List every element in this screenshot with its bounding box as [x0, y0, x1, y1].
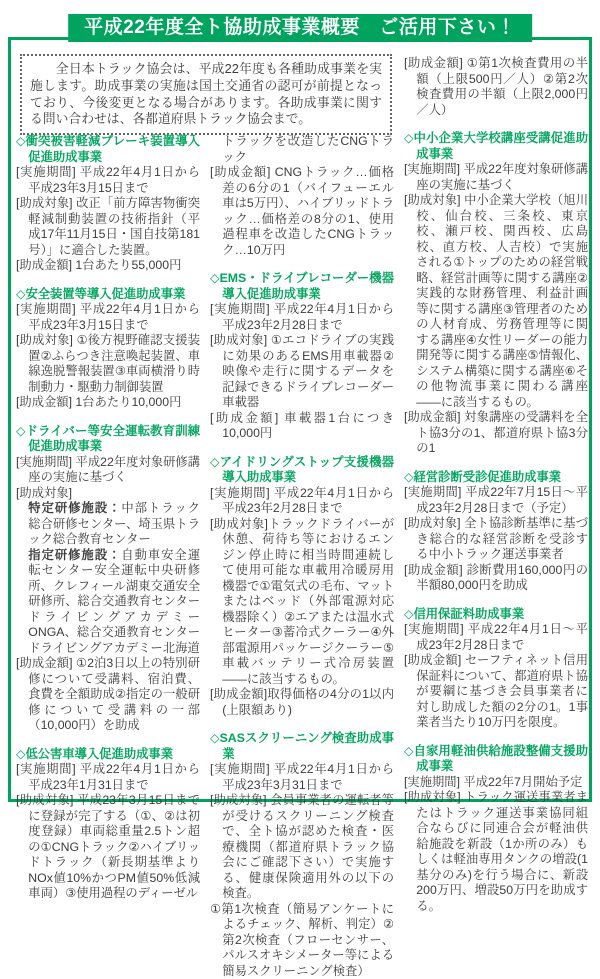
paragraph: [実施期間] 平成22年4月1日から平成23年1月31日まで	[16, 762, 200, 793]
paragraph: [助成金額] 診断費用160,000円の半額80,000円を助成	[404, 563, 588, 594]
paragraph	[16, 501, 200, 548]
column-middle	[210, 134, 394, 979]
section-heading: ◇経営診断受診促進助成事業	[404, 470, 588, 486]
paragraph: [実施期間] 平成22年7月開始予定	[404, 775, 588, 791]
column-left	[16, 134, 200, 902]
paragraph: [助成対象] 会員事業者の運転者等が受けるスクリーニング検査で、全ト協が認めた検査・医療機関（都道府県トラック協会にご確認下さい）で実施する、健康保険適用外の以下の検査。	[210, 793, 394, 902]
paragraph: [助成金額] 車載器1台につき10,000円	[210, 411, 394, 442]
paragraph: [実施期間] 平成22年4月1日から平成23年3月15日まで	[16, 302, 200, 333]
paragraph: [助成金額]取得価格の4分の1以内(上限額あり)	[210, 687, 394, 718]
paragraph-label: 特定研修施設：	[28, 501, 121, 515]
paragraph: [助成金額] 1台あたり55,000円	[16, 258, 200, 274]
section-heading: ◇ドライバー等安全運転教育訓練促進助成事業	[16, 424, 200, 455]
intro-text: 全日本トラック協会は、平成22年度も各種助成事業を実施します。助成事業の実施は国土交通省の認可が前提となっており、今後変更となる場合があります。各助成事業に関する問い合わせは、各都道府県トラック協会まで。	[30, 61, 382, 128]
paragraph: [助成金額] 対象講座の受講料を全ト協3分の1、都道府県ト協3分の1	[404, 410, 588, 457]
section-heading: ◇EMS・ドライブレコーダー機器導入促進助成事業	[210, 271, 394, 302]
paragraph: [実施期間] 平成22年4月1日から平成23年2月28日まで	[210, 486, 394, 517]
paragraph: [助成金額] ①第1次検査費用の半額（上限500円／人）②第2次検査費用の半額（上限2,000円／人）	[404, 56, 588, 118]
page-title-banner	[68, 14, 532, 42]
paragraph: [助成対象] ①後方視野確認支援装置②ふらつき注意喚起装置、車線逸脱警報装置③車両横滑り時制動力・駆動力制御装置	[16, 333, 200, 395]
paragraph: [実施期間] 平成22年4月1日から平成23年2月28日まで	[210, 302, 394, 333]
paragraph-text: 自動車安全運転センター安全運転中央研修所、クレフィール湖東交通安全研修所、総合交通教育センタードライビングアカデミーONGA、総合交通教育センタードライビングアカデミー北海道	[28, 548, 200, 655]
paragraph: [実施期間] 平成22年4月1日～平成23年2月28日まで	[404, 622, 588, 653]
column-right	[404, 56, 588, 914]
paragraph: [助成金額] CNGトラック…価格差の6分の1（バイフューエル車は5万円）、ハイブリッドトラック…価格差の8分の1、使用過程車を改造したCNGトラック…10万円	[210, 165, 394, 258]
paragraph: [助成対象] ①エコドライブの実践に効果のあるEMS用車載器②映像や走行に関するデータを記録できるドライブレコーダー車載器	[210, 333, 394, 411]
paragraph: [助成対象] 平成23年3月15日までに登録が完了する（①、②は初度登録）車両総重量2.5トン超の①CNGトラック②ハイブリッドトラック（新長期基準よりNOx値10%かつPM値50%低減車両）③使用過程のディーゼル	[16, 793, 200, 902]
section-heading: ◇中小企業大学校講座受講促進助成事業	[404, 131, 588, 162]
section-heading: ◇信用保証料助成事業	[404, 607, 588, 623]
paragraph: トラックを改造したCNGトラック	[210, 134, 394, 165]
paragraph: [助成対象] トラック運送事業者またはトラック運送事業協同組合ならびに同連合会が軽油供給施設を新設（1か所のみ）もしくは軽油専用タンクの増設(1基分のみ)を行う場合に、新設200万円、増設50万円を助成する。	[404, 790, 588, 914]
section-heading: ◇アイドリングストップ支援機器導入助成事業	[210, 455, 394, 486]
section-heading: ◇安全装置等導入促進助成事業	[16, 287, 200, 303]
paragraph: ①第1次検査（簡易アンケートによるチェック、解析、判定）②第2次検査（フローセンサー、パルスオキシメーター等による簡易スクリーニング検査）	[210, 902, 394, 979]
paragraph: [助成金額] ①2泊3日以上の特別研修について受講料、宿泊費、食費を全額助成②指定の一般研修について受講料の一部（10,000円）を助成	[16, 656, 200, 734]
paragraph-label: 指定研修施設：	[28, 548, 121, 562]
section-heading: ◇自家用軽油供給施設整備支援助成事業	[404, 744, 588, 775]
intro-box	[20, 54, 392, 135]
paragraph: [助成金額] セーフティネット信用保証料について、都道府県ト協が要綱に基づき会員事業者に対し助成した額の2分の1。1事業者当たり10万円を限度。	[404, 653, 588, 731]
section-heading: ◇衝突被害軽減ブレーキ装置導入促進助成事業	[16, 134, 200, 165]
section-heading: ◇SASスクリーニング検査助成事業	[210, 731, 394, 762]
paragraph: [実施期間] 平成22年度対象研修講座の実施に基づく	[16, 455, 200, 486]
paragraph: [実施期間] 平成22年4月1日から平成23年3月15日まで	[16, 165, 200, 196]
paragraph: [助成金額] 1台あたり10,000円	[16, 395, 200, 411]
paragraph-text: 中部トラック総合研修センター、埼玉県トラック総合教育センター	[28, 501, 200, 546]
page-title: 平成22年度全ト協助成事業概要 ご活用下さい！	[84, 17, 516, 38]
paragraph: [助成対象] 改正「前方障害物衝突軽減制動装置の技術指針（平成17年11月15日・国自技第181号）」に適合した装置。	[16, 196, 200, 258]
paragraph: [助成対象] 中小企業大学校（旭川校、仙台校、三条校、東京校、瀬戸校、関西校、広島校、直方校、人吉校）で実施される①トップのための経営戦略、経営計画等に関する講座②実践的な財務管理、利益計画等に関する講座③管理者のための人材育成、労務管理等に関する講座④女性リーダーの能力開発等に関する講座⑤情報化、システム構築に関する講座⑥その他物流事業に関わる講座――に該当するもの。	[404, 193, 588, 410]
paragraph: [実施期間] 平成22年7月15日～平成23年2月28日まで（予定）	[404, 485, 588, 516]
paragraph: [助成対象]トラックドライバーが休憩、荷待ち等におけるエンジン停止時に相当時間連続して使用可能な車載用冷暖房用機器で①電気式の毛布、マットまたはベッド（外部電源対応機器除く）②エアまたは温水式ヒーター③蓄冷式クーラー④外部電源用パッケージクーラー⑤車載バッテリー式冷房装置――に該当するもの。	[210, 517, 394, 688]
paragraph	[16, 548, 200, 657]
section-heading: ◇低公害車導入促進助成事業	[16, 747, 200, 763]
paragraph: [助成対象]	[16, 486, 200, 502]
paragraph: [実施期間] 平成22年4月1日から平成23年3月31日まで	[210, 762, 394, 793]
paragraph: [助成対象] 全ト協診断基準に基づき総合的な経営診断を受診する中小トラック運送事業者	[404, 516, 588, 563]
paragraph: [実施期間] 平成22年度対象研修講座の実施に基づく	[404, 162, 588, 193]
